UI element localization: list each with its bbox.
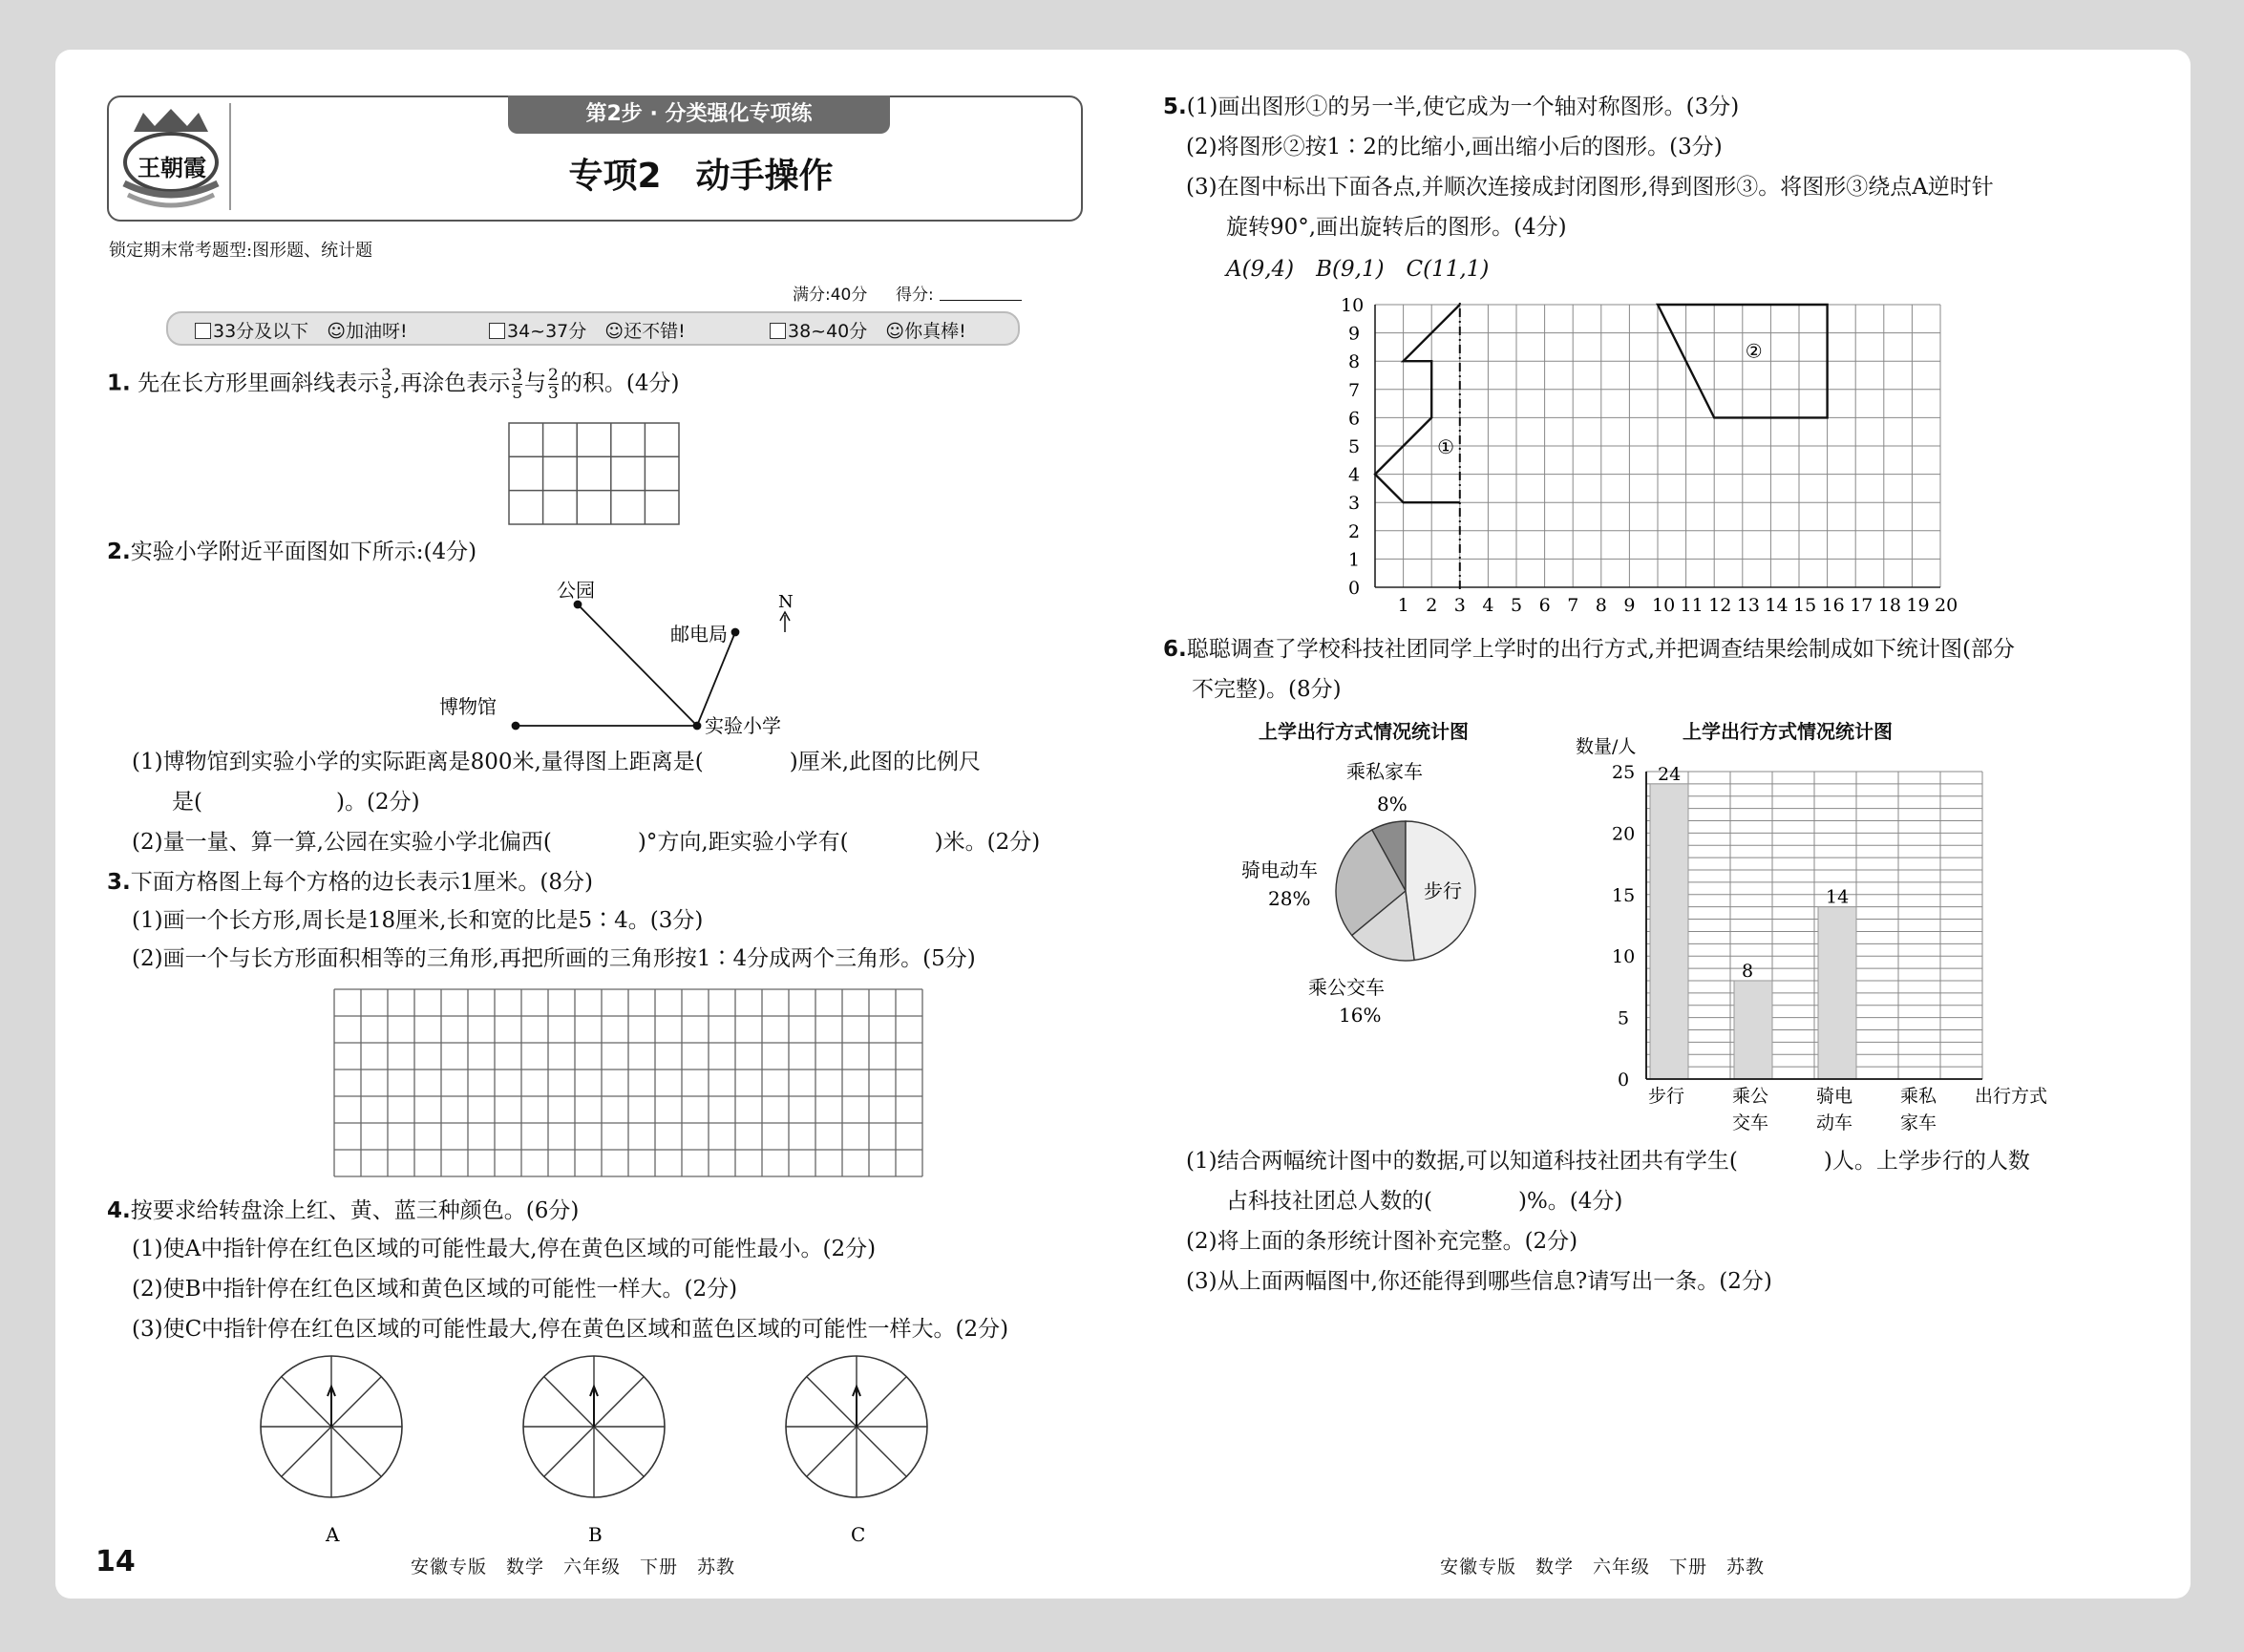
question-number: 4. <box>107 1198 131 1223</box>
rating-3-checkbox[interactable] <box>770 323 786 339</box>
footer-right: 安徽专版 数学 六年级 下册 苏教 <box>1440 1557 1766 1578</box>
q4-sub2: (2)使B中指针停在红色区域和黄色区域的可能性一样大。(2分) <box>132 1277 738 1302</box>
rating-1 <box>195 317 408 343</box>
pie-label: 乘私家车 <box>1346 760 1423 783</box>
x-tick-label: 12 <box>1708 595 1732 616</box>
rating-2 <box>489 317 686 343</box>
x-tick-label: 16 <box>1821 595 1845 616</box>
rating-2-checkbox[interactable] <box>489 323 505 339</box>
spinner-label: B <box>588 1523 603 1546</box>
rating-3 <box>770 317 966 343</box>
pie-label: 乘公交车 <box>1308 976 1385 999</box>
q1-text: ,再涂色表示 <box>392 371 511 396</box>
question-number: 6. <box>1163 637 1187 662</box>
q6-sub1-cont: 占科技社团总人数的( )%。(4分) <box>1226 1189 1623 1214</box>
q6-sub1: (1)结合两幅统计图中的数据,可以知道科技社团共有学生( )人。上学步行的人数 <box>1186 1149 2030 1174</box>
q4-sub1: (1)使A中指针停在红色区域的可能性最大,停在黄色区域的可能性最小。(2分) <box>132 1237 877 1261</box>
figure-2-label: ② <box>1745 339 1763 363</box>
bar-步行 <box>1650 784 1688 1079</box>
map-school: 实验小学 <box>705 714 781 737</box>
y-tick-label: 2 <box>1348 520 1361 542</box>
spinner-pointer-icon <box>590 1387 598 1427</box>
y-tick-label: 8 <box>1348 351 1361 373</box>
pie-chart <box>1232 745 1518 1031</box>
x-axis-title: 出行方式 <box>1975 1086 2048 1107</box>
q6-sub2: (2)将上面的条形统计图补充完整。(2分) <box>1186 1229 1578 1254</box>
spinner-label: C <box>851 1523 866 1546</box>
y-tick-label: 4 <box>1348 464 1361 486</box>
y-tick-label: 0 <box>1618 1070 1630 1091</box>
fraction: $\frac{3}{5}$ <box>381 366 392 403</box>
smile-icon: ☺ <box>327 321 347 342</box>
x-tick-label: 乘公 <box>1732 1086 1769 1107</box>
q4-sub3: (3)使C中指针停在红色区域的可能性最大,停在黄色区域和蓝色区域的可能性一样大。(2分) <box>132 1317 1009 1342</box>
y-tick-label: 10 <box>1341 295 1365 316</box>
page-title: 专项2 动手操作 <box>568 157 834 196</box>
score-label: 得分: <box>896 286 934 305</box>
y-tick-label: 6 <box>1348 408 1361 430</box>
question-number: 5. <box>1163 95 1187 119</box>
header-box <box>107 95 1083 222</box>
rating-1-range: 33分及以下 <box>213 321 309 342</box>
pie-label: 骑电动车 <box>1241 858 1318 881</box>
q6-sub3: (3)从上面两幅图中,你还能得到哪些信息?请写出一条。(2分) <box>1186 1269 1772 1294</box>
bar-chart-title: 上学出行方式情况统计图 <box>1683 720 1893 743</box>
x-tick-label: 9 <box>1623 595 1636 616</box>
question-4 <box>107 1196 579 1226</box>
q3-text: 下面方格图上每个方格的边长表示1厘米。(8分) <box>130 870 593 895</box>
q2-sub2: (2)量一量、算一算,公园在实验小学北偏西( )°方向,距实验小学有( )米。(2分) <box>132 830 1041 855</box>
question-number: 3. <box>107 870 131 895</box>
x-tick-label: 17 <box>1850 595 1874 616</box>
q5-sub1: (1)画出图形①的另一半,使它成为一个轴对称图形。(3分) <box>1186 95 1740 119</box>
pie-pct: 16% <box>1339 1004 1382 1027</box>
north-label: N <box>778 592 794 612</box>
spinner-A[interactable] <box>261 1356 402 1497</box>
x-tick-label: 步行 <box>1648 1086 1685 1107</box>
spinner-pointer-icon <box>853 1387 860 1427</box>
y-tick-label: 5 <box>1348 436 1361 457</box>
intro-text: 锁定期末常考题型:图形题、统计题 <box>109 241 373 261</box>
rating-bar <box>166 311 1020 346</box>
q3-square-grid[interactable] <box>332 987 928 1188</box>
y-tick-label: 9 <box>1348 323 1361 345</box>
figure-1-label: ① <box>1437 435 1455 458</box>
question-3 <box>107 867 593 898</box>
logo-text: 王朝霞 <box>138 154 206 181</box>
x-tick-label: 家车 <box>1900 1112 1937 1133</box>
step-banner: 第2步 · 分类强化专项练 <box>508 95 890 134</box>
question-2 <box>107 537 476 567</box>
q5-sub2: (2)将图形②按1∶2的比缩小,画出缩小后的图形。(3分) <box>1186 135 1723 159</box>
x-tick-label: 1 <box>1397 595 1409 616</box>
footer-left: 安徽专版 数学 六年级 下册 苏教 <box>411 1557 736 1578</box>
map-museum: 博物馆 <box>439 695 497 718</box>
q1-rectangle-grid[interactable] <box>506 420 682 527</box>
bar-乘公交车 <box>1734 981 1772 1079</box>
x-tick-label: 6 <box>1538 595 1551 616</box>
pie-label: 步行 <box>1424 879 1462 902</box>
q5-coordinate-grid[interactable] <box>1327 296 1977 625</box>
y-tick-label: 5 <box>1618 1007 1630 1029</box>
y-tick-label: 1 <box>1348 549 1361 571</box>
y-tick-label: 20 <box>1612 823 1636 845</box>
x-tick-label: 20 <box>1935 595 1958 616</box>
q1-text: 的积。(4分) <box>560 371 680 396</box>
spinner-pointer-icon <box>328 1387 335 1427</box>
x-tick-label: 2 <box>1426 595 1438 616</box>
q5-sub3-cont: 旋转90°,画出旋转后的图形。(4分) <box>1226 215 1567 240</box>
bar-chart <box>1566 730 2139 1150</box>
x-tick-label: 3 <box>1453 595 1466 616</box>
question-5 <box>1163 92 1739 122</box>
y-tick-label: 7 <box>1348 379 1361 401</box>
q2-sub1-cont: 是( )。(2分) <box>172 790 420 815</box>
x-tick-label: 14 <box>1765 595 1789 616</box>
rating-1-checkbox[interactable] <box>195 323 211 339</box>
x-tick-label: 8 <box>1595 595 1607 616</box>
question-number: 1. <box>107 371 131 396</box>
publisher-logo <box>115 103 231 210</box>
q1-text: 先在长方形里画斜线表示 <box>138 371 380 396</box>
y-tick-label: 25 <box>1612 762 1636 783</box>
spinner-label: A <box>326 1523 340 1546</box>
smile-icon: ☺ <box>604 321 625 342</box>
pie-pct: 28% <box>1268 887 1311 910</box>
q5-sub3: (3)在图中标出下面各点,并顺次连接成封闭图形,得到图形③。将图形③绕点A逆时针 <box>1186 175 1994 200</box>
rating-2-range: 34~37分 <box>507 321 587 342</box>
q2-map <box>420 573 821 745</box>
y-tick-label: 3 <box>1348 493 1361 515</box>
q6-text: 聪聪调查了学校科技社团同学上学时的出行方式,并把调查结果绘制成如下统计图(部分 <box>1186 637 2016 662</box>
rating-3-comment: 你真棒! <box>904 321 966 342</box>
q2-text: 实验小学附近平面图如下所示:(4分) <box>130 540 477 564</box>
question-number: 2. <box>107 540 131 564</box>
x-tick-label: 15 <box>1793 595 1817 616</box>
rating-1-comment: 加油呀! <box>346 321 408 342</box>
spinner-B[interactable] <box>523 1356 665 1497</box>
x-tick-label: 7 <box>1567 595 1579 616</box>
score-full: 满分:40分 <box>793 286 868 305</box>
x-tick-label: 11 <box>1680 595 1704 616</box>
x-tick-label: 10 <box>1652 595 1676 616</box>
pie-chart-title: 上学出行方式情况统计图 <box>1259 720 1469 743</box>
x-tick-label: 18 <box>1877 595 1901 616</box>
rating-2-comment: 还不错! <box>624 321 686 342</box>
x-tick-label: 交车 <box>1732 1112 1769 1133</box>
score-field[interactable] <box>940 300 1022 301</box>
q3-sub2: (2)画一个与长方形面积相等的三角形,再把所画的三角形按1∶4分成两个三角形。(5分) <box>132 946 976 971</box>
x-tick-label: 4 <box>1482 595 1494 616</box>
x-tick-label: 13 <box>1736 595 1760 616</box>
page-number: 14 <box>95 1545 136 1578</box>
x-tick-label: 19 <box>1906 595 1930 616</box>
q6-text-cont: 不完整)。(8分) <box>1192 677 1342 702</box>
smile-icon: ☺ <box>885 321 905 342</box>
y-tick-label: 0 <box>1348 578 1361 599</box>
x-tick-label: 动车 <box>1816 1112 1853 1133</box>
bar-value-label: 24 <box>1658 763 1682 785</box>
q3-sub1: (1)画一个长方形,周长是18厘米,长和宽的比是5∶4。(3分) <box>132 908 704 933</box>
spinners <box>239 1352 955 1546</box>
question-1 <box>107 367 679 402</box>
figure-1-shape <box>1375 305 1460 502</box>
y-tick-label: 15 <box>1612 884 1636 906</box>
y-tick-label: 10 <box>1612 946 1636 968</box>
x-tick-label: 骑电 <box>1816 1086 1853 1107</box>
bar-value-label: 14 <box>1826 886 1850 908</box>
x-tick-label: 5 <box>1511 595 1523 616</box>
bar-value-label: 8 <box>1742 960 1754 982</box>
q1-text: 与 <box>524 371 547 396</box>
fraction: $\frac{2}{3}$ <box>548 366 559 403</box>
y-axis-title: 数量/人 <box>1576 736 1637 757</box>
spinner-C[interactable] <box>786 1356 927 1497</box>
q4-text: 按要求给转盘涂上红、黄、蓝三种颜色。(6分) <box>130 1198 580 1223</box>
q2-sub1: (1)博物馆到实验小学的实际距离是800米,量得图上距离是( )厘米,此图的比例尺 <box>132 750 982 774</box>
fraction: $\frac{3}{5}$ <box>512 366 523 403</box>
map-post-office: 邮电局 <box>670 623 728 646</box>
question-6 <box>1163 634 2015 665</box>
x-tick-label: 乘私 <box>1900 1086 1937 1107</box>
map-park: 公园 <box>557 579 595 602</box>
rating-3-range: 38~40分 <box>788 321 868 342</box>
q5-points: A(9,4) B(9,1) C(11,1) <box>1226 257 1490 282</box>
pie-pct: 8% <box>1377 793 1408 815</box>
bar-骑电动车 <box>1818 907 1856 1079</box>
